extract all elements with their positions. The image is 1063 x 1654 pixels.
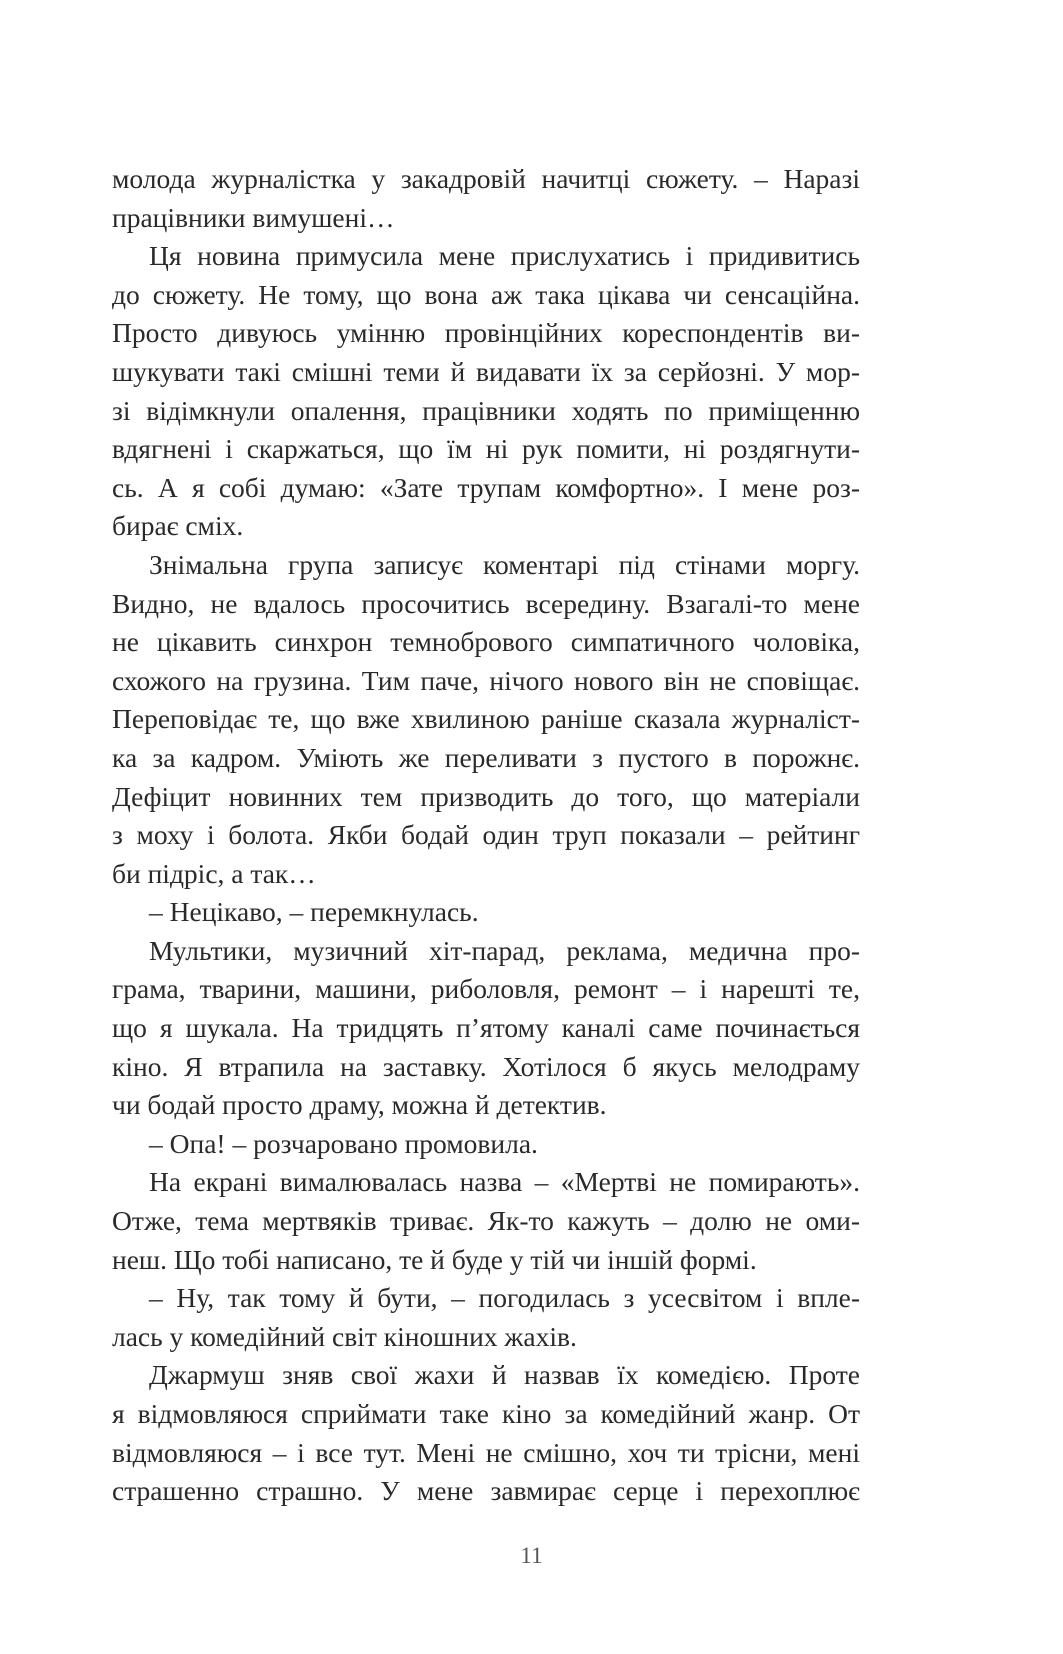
text-line: грама, тварини, машини, риболовля, ремонт – і нарешті те, [112,973,860,1005]
paragraph-start-line: Мультики, музичний хіт-парад, реклама, медична про- [149,934,860,966]
paragraph-start-line: – Опа! – розчаровано промовила. [149,1127,538,1159]
text-line: сь. А я собі думаю: «Зате трупам комфортно». І мене роз- [112,471,860,503]
text-line: бирає сміх. [112,510,244,542]
text-line: лась у комедійний світ кіношних жахів. [112,1320,577,1352]
page-number: 11 [520,1543,543,1568]
paragraph-start-line: На екрані вималювалась назва – «Мертві не помирають». [149,1166,860,1198]
text-line: Переповідає те, що вже хвилиною раніше сказала журналіст- [112,703,860,735]
text-line: ка за кадром. Уміють же переливати з пустого в порожнє. [112,741,860,773]
text-line: зі відімкнули опалення, працівники ходять по приміщенню [112,394,860,426]
text-line: кіно. Я втрапила на заставку. Хотілося б якусь мелодраму [112,1050,860,1082]
text-line: неш. Що тобі написано, те й буде у тій чи іншій формі. [112,1243,757,1275]
text-line: вдягнені і скаржаться, що їм ні рук помити, ні роздягнути- [112,433,860,465]
text-line: Видно, не вдалось просочитись всередину. Взагалі-то мене [112,587,860,619]
paragraph-start-line: – Ну, так тому й бути, – погодилась з усесвітом і впле- [149,1282,860,1314]
text-line: з моху і болота. Якби бодай один труп показали – рейтинг [112,819,860,851]
text-line: шукувати такі смішні теми й видавати їх за серйозні. У мор- [112,355,860,387]
text-line: Отже, тема мертвяків триває. Як-то кажуть – долю не оми- [112,1205,860,1237]
text-line: Дефіцит новинних тем призводить до того, що матеріали [112,780,860,812]
text-line: страшенно страшно. У мене завмирає серце і перехоплює [112,1475,860,1507]
text-line: молода журналістка у закадровій начитці сюжету. – Наразі [112,163,860,194]
text-line: працівники вимушені… [112,201,395,233]
page-body-text [112,160,860,1511]
text-line: що я шукала. На тридцять п’ятому каналі саме починається [112,1012,860,1044]
paragraph-start-line: – Нецікаво, – перемкнулась. [149,896,479,928]
text-line: чи бодай просто драму, можна й детектив. [112,1089,607,1121]
text-line: не цікавить синхрон темнобрового симпатичного чоловіка, [112,626,860,658]
text-line: схожого на грузина. Тим паче, нічого нового він не сповіщає. [112,664,860,696]
paragraph-start-line: Знімальна група записує коментарі під стінами моргу. [149,548,860,580]
paragraph-start-line: Джармуш зняв свої жахи й назвав їх комедією. Проте [149,1359,860,1391]
paragraph-start-line: Ця новина примусила мене прислухатись і придивитись [149,240,860,272]
text-line: я відмовляюся сприймати таке кіно за комедійний жанр. От [112,1398,860,1429]
text-line: би підріс, а так… [112,857,316,889]
text-line: до сюжету. Не тому, що вона аж така цікава чи сенсаційна. [112,278,860,310]
text-line: відмовляюся – і все тут. Мені не смішно, хоч ти трісни, мені [112,1436,860,1468]
text-line: Просто дивуюсь умінню провінційних кореспондентів ви- [112,317,860,349]
